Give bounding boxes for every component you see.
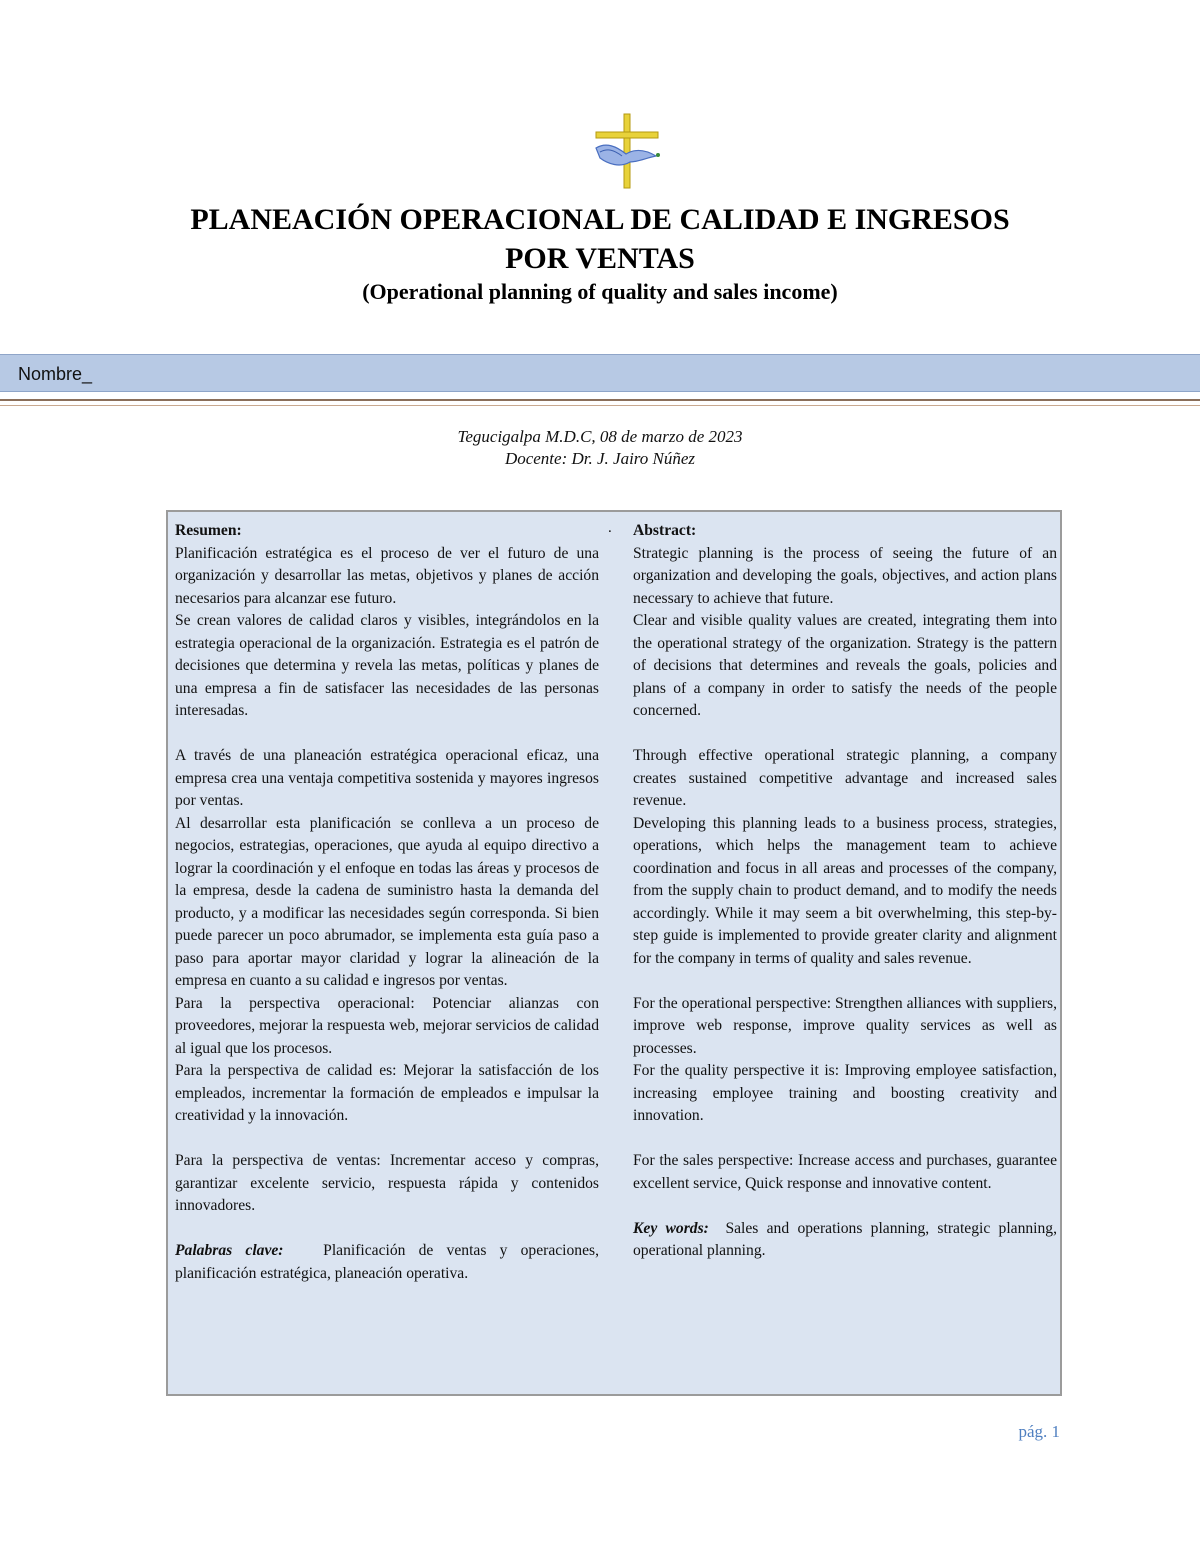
keywords-text: Planificación de ventas y operaciones, planificación estratégica, planeación operativa. [175, 1242, 599, 1282]
resumen-paragraph: Al desarrollar esta planificación se conlleva a un proceso de negocios, estrategias, operaciones, que ayuda al equipo directivo a lograr la coordinación y el enfoque en todas las áreas y procesos de la empresa, desde la cadena de suministro hasta la demanda del producto, y a modificar las necesidades según corresponda. Si bien puede parecer un poco abrumador, se implementa esta guía paso a paso para aportar mayor claridad y lograr la alineación de la empresa en cuanto a su calidad e ingresos por ventas. [175, 814, 599, 989]
abstract-paragraph: For the operational perspective: Strengthen alliances with suppliers, improve web response, improve quality services as well as processes. [633, 994, 1057, 1057]
abstract-heading: Abstract: [633, 522, 697, 539]
abstract-paragraph: Through effective operational strategic planning, a company creates sustained competitive advantage and increased sales revenue. [633, 747, 1057, 809]
divider-rule-thin [0, 405, 1200, 406]
document-subtitle: (Operational planning of quality and sales income) [362, 279, 838, 304]
document-title-line1: PLANEACIÓN OPERACIONAL DE CALIDAD E INGRESOS [190, 203, 1010, 236]
resumen-column [175, 520, 599, 1285]
resumen-paragraph: Se crean valores de calidad claros y visibles, integrándolos en la estrategia operacional de la organización. Estrategia es el patrón de decisiones que determina y revela las metas, políticas y planes de una empresa a fin de satisfacer las necesidades de las personas interesadas. [175, 612, 599, 719]
cross-dove-logo-icon [586, 112, 670, 192]
resumen-paragraph: Para la perspectiva de calidad es: Mejorar la satisfacción de los empleados, incrementar la formación de empleados e impulsar la creatividad y la innovación. [175, 1062, 599, 1124]
abstract-keywords [633, 1218, 1057, 1263]
abstract-box [166, 510, 1062, 1396]
resumen-keywords [175, 1240, 599, 1285]
teacher-line: Docente: Dr. J. Jairo Núñez [504, 449, 696, 468]
document-title-line2: POR VENTAS [505, 242, 695, 275]
keywords-label: Key words: [633, 1219, 709, 1237]
page-number: pág. 1 [1018, 1422, 1060, 1441]
place-date: Tegucigalpa M.D.C, 08 de marzo de 2023 [457, 427, 743, 446]
abstract-column [633, 520, 1057, 1263]
column-separator: . [608, 520, 612, 536]
resumen-paragraph: Planificación estratégica es el proceso de ver el futuro de una organización y desarrollar las metas, objetivos y planes de acción necesarios para alcanzar ese futuro. [175, 544, 599, 607]
resumen-paragraph: A través de una planeación estratégica operacional eficaz, una empresa crea una ventaja competitiva sostenida y mayores ingresos por ventas. [175, 747, 599, 809]
name-bar [0, 354, 1200, 392]
name-label: Nombre_ [18, 364, 93, 384]
abstract-paragraph: For the sales perspective: Increase access and purchases, guarantee excellent service, Quick response and innovative content. [633, 1152, 1057, 1192]
abstract-paragraph: For the quality perspective it is: Improving employee satisfaction, increasing employee training and boosting creativity and innovation. [633, 1062, 1057, 1124]
divider-rule [0, 399, 1200, 401]
resumen-paragraph: Para la perspectiva operacional: Potenciar alianzas con proveedores, mejorar la respuesta web, mejorar servicios de calidad al igual que los procesos. [175, 994, 599, 1057]
resumen-heading: Resumen: [175, 522, 242, 539]
abstract-paragraph: Clear and visible quality values are created, integrating them into the operational strategy of the organization. Strategy is the pattern of decisions that determines and reveals the goals, policies and plans of a company in order to satisfy the needs of the people concerned. [633, 612, 1057, 719]
abstract-paragraph: Developing this planning leads to a business process, strategies, operations, which helps the management team to achieve coordination and focus in all areas and processes of the company, from the supply chain to product demand, and to modify the needs accordingly. While it may seem a bit overwhelming, this step-by-step guide is implemented to provide greater clarity and alignment for the company in terms of quality and sales revenue. [633, 814, 1057, 967]
resumen-paragraph: Para la perspectiva de ventas: Incrementar acceso y compras, garantizar excelente servicio, respuesta rápida y contenidos innovadores. [175, 1152, 599, 1214]
keywords-label: Palabras clave: [175, 1242, 284, 1259]
abstract-paragraph: Strategic planning is the process of seeing the future of an organization and developing the goals, objectives, and action plans necessary to achieve that future. [633, 544, 1057, 607]
keywords-text: Sales and operations planning, strategic planning, operational planning. [633, 1219, 1058, 1259]
